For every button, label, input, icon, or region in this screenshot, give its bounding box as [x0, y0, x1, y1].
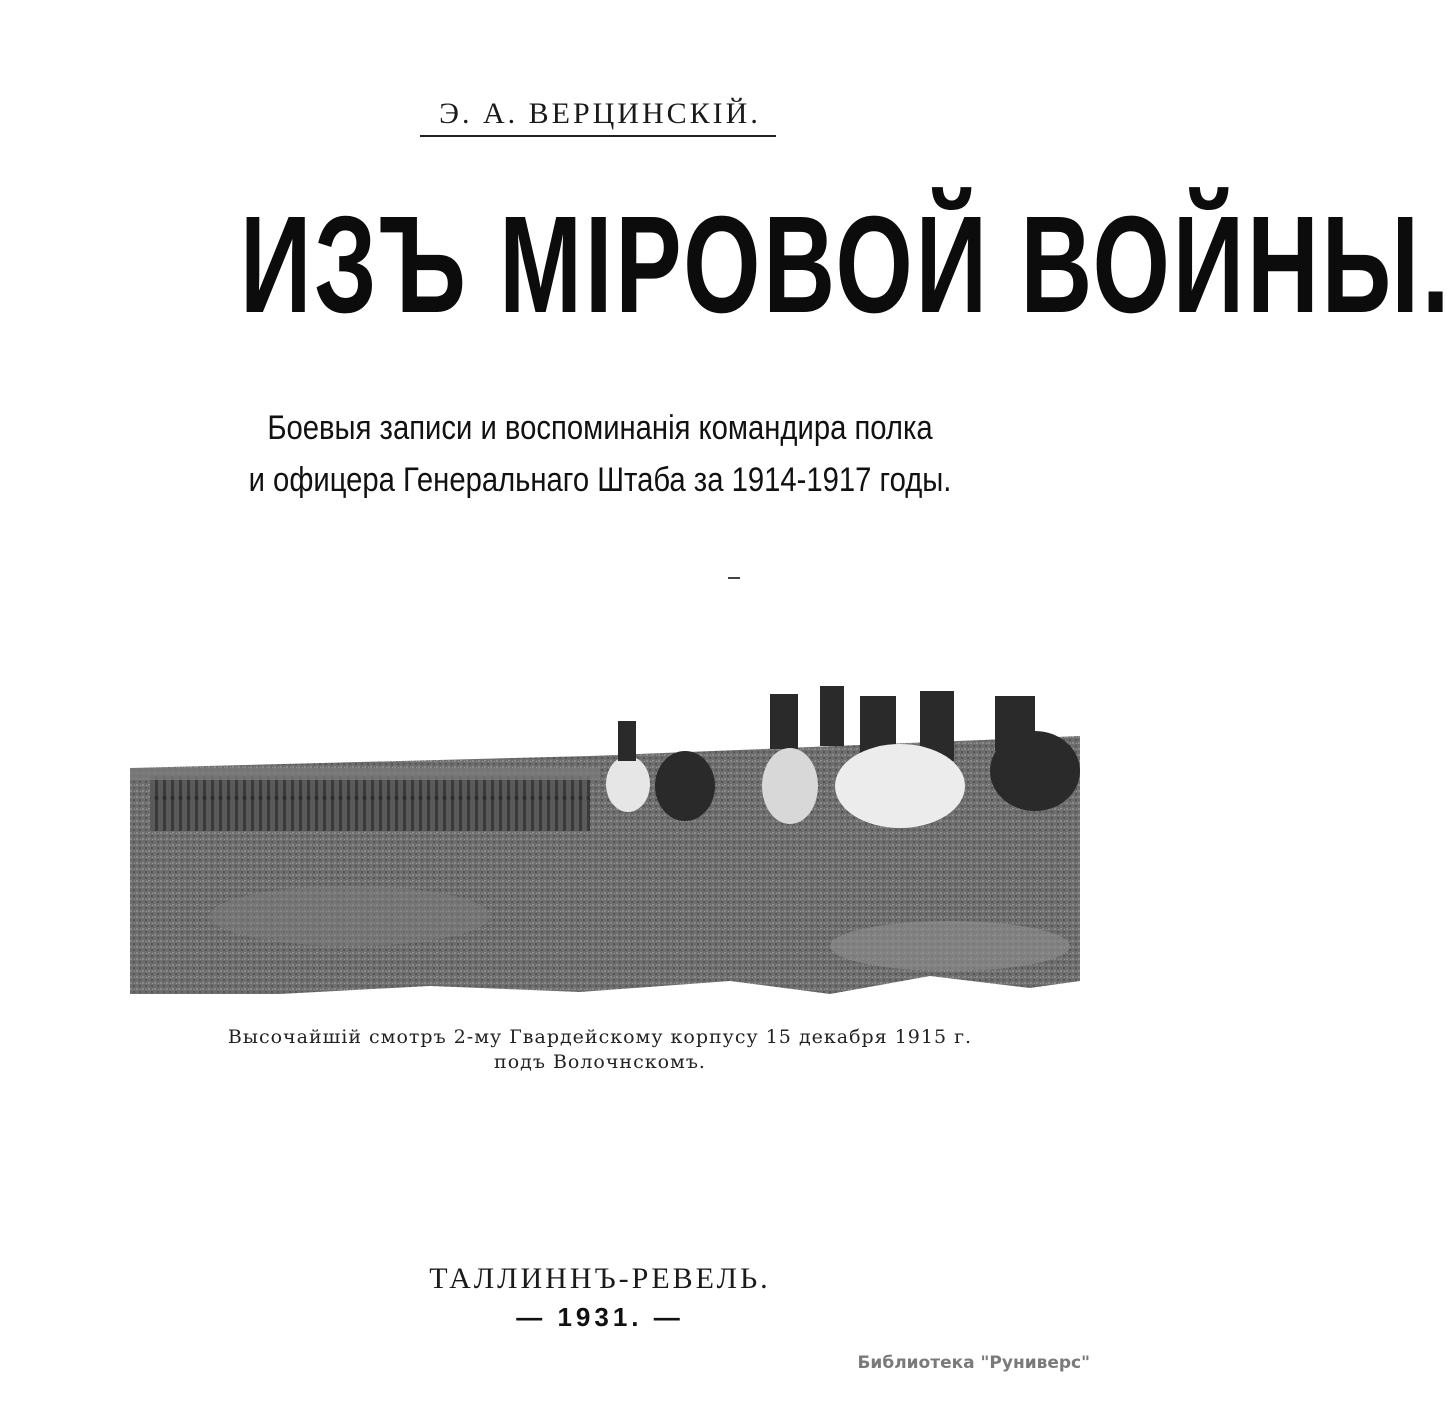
photo-caption — [180, 1025, 1020, 1075]
book-title: ИЗЪ МIРОВОЙ ВОЙНЫ. — [240, 188, 1452, 342]
caption-line-2: подъ Волочнскомъ. — [494, 1051, 706, 1073]
book-subtitle — [120, 402, 1080, 506]
subtitle-line-2: и офицера Генеральнаго Штаба за 1914-1917 годы. — [248, 461, 952, 499]
author-name: Э. А. ВЕРЦИНСКIЙ. — [439, 97, 761, 130]
caption-line-1: Высочайшій смотръ 2-му Гвардейскому корпусу 15 декабря 1915 г. — [227, 1026, 973, 1048]
publication-year: — 1931. — — [516, 1302, 684, 1332]
library-watermark: Библиотека "Руниверс" — [857, 1353, 1090, 1373]
publication-place: ТАЛЛИННЪ-РЕВЕЛЬ. — [429, 1262, 771, 1295]
review-photograph — [130, 676, 1080, 996]
decorative-dash — [728, 577, 740, 579]
subtitle-line-1: Боевыя записи и воспоминанія командира полка — [267, 409, 933, 447]
author-underline — [420, 135, 776, 137]
